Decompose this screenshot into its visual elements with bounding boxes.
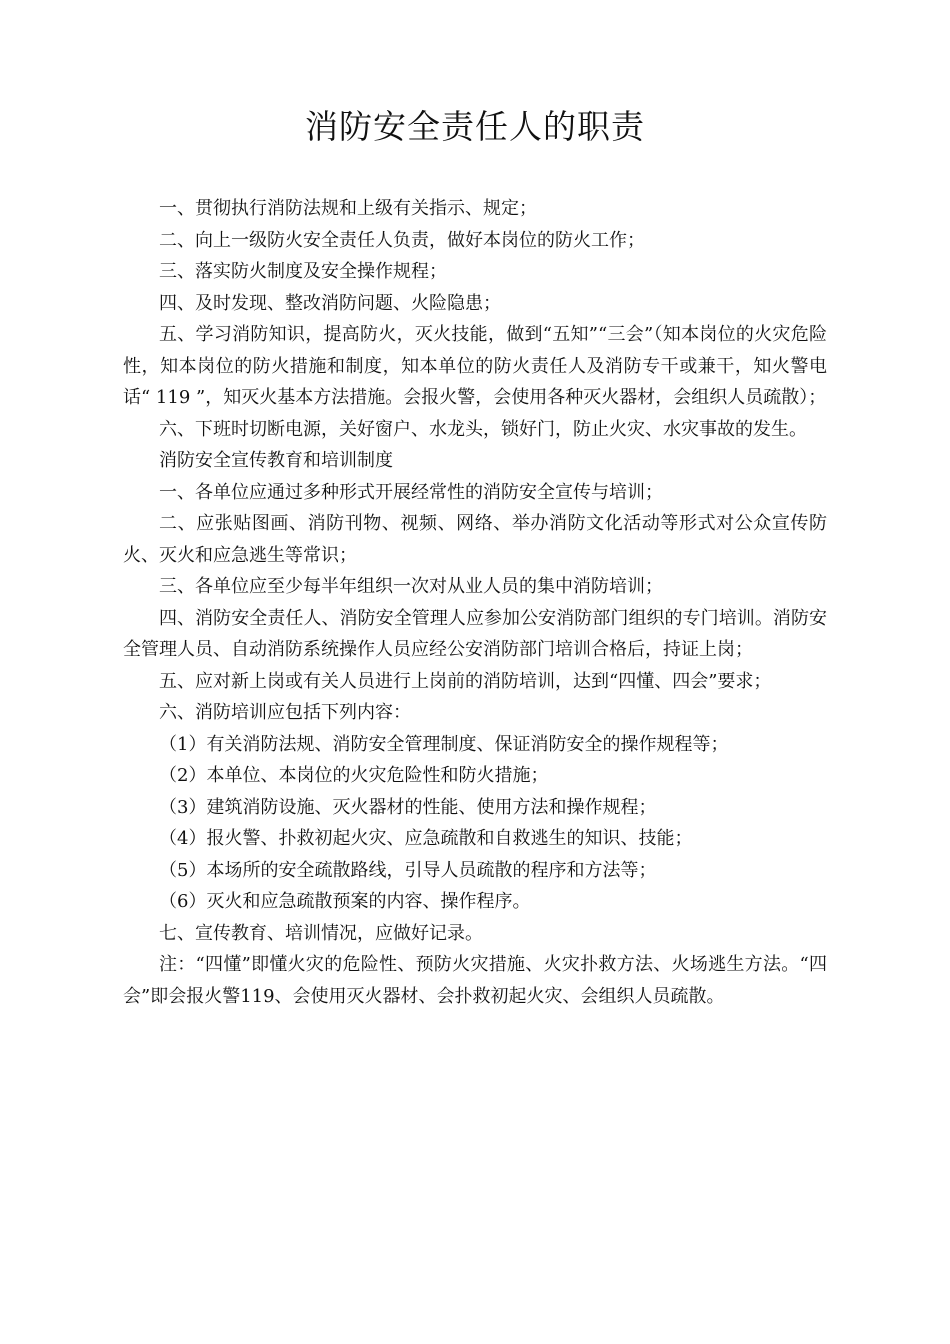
list-item-content-1: （1）有关消防法规、消防安全管理制度、保证消防安全的操作规程等； xyxy=(159,733,729,755)
paragraph-duty-4: 四、及时发现、整改消防问题、火险隐患； xyxy=(159,292,501,314)
list-item-content-4: （4）报火警、扑救初起火灾、应急疏散和自救逃生的知识、技能； xyxy=(159,828,693,849)
paragraph-training-6: 六、消防培训应包括下列内容： xyxy=(159,702,411,723)
section-heading-training: 消防安全宣传教育和培训制度 xyxy=(159,450,393,471)
paragraph-duty-6: 六、下班时切断电源，关好窗户、水龙头，锁好门，防止火灾、水灾事故的发生。 xyxy=(159,418,807,440)
paragraph-training-1: 一、各单位应通过多种形式开展经常性的消防安全宣传与培训； xyxy=(159,481,663,503)
paragraph-duty-1: 一、贯彻执行消防法规和上级有关指示、规定； xyxy=(159,198,537,219)
paragraph-duty-2: 二、向上一级防火安全责任人负责，做好本岗位的防火工作； xyxy=(159,229,645,251)
paragraph-training-4: 四、消防安全责任人、消防安全管理人应参加公安消防部门组织的专门培训。消防安全管理人员、自动消防系统操作人员应经公安消防部门培训合格后，持证上岗； xyxy=(123,607,827,660)
list-item-content-2: （2）本单位、本岗位的火灾危险性和防火措施； xyxy=(159,765,549,786)
document-title: 消防安全责任人的职责 xyxy=(305,107,645,146)
paragraph-duty-3: 三、落实防火制度及安全操作规程； xyxy=(159,261,447,282)
list-item-content-3: （3）建筑消防设施、灭火器材的性能、使用方法和操作规程； xyxy=(159,796,657,818)
list-item-content-6: （6）灭火和应急疏散预案的内容、操作程序。 xyxy=(159,891,531,912)
document-body xyxy=(123,193,827,1012)
paragraph-duty-5: 五、学习消防知识，提高防火，灭火技能，做到“五知”“三会”（知本岗位的火灾危险性，知本岗位的防火措施和制度，知本单位的防火责任人及消防专干或兼干，知火警电话“ 119 ”，知灭火基本方法措施。会报火警，会使用各种灭火器材，会组织人员疏散）； xyxy=(123,324,827,408)
paragraph-note: 注：“四懂”即懂火灾的危险性、预防火灾措施、火灾扑救方法、火场逃生方法。“四会”即会报火警119、会使用灭火器材、会扑救初起火灾、会组织人员疏散。 xyxy=(123,954,827,1007)
paragraph-training-5: 五、应对新上岗或有关人员进行上岗前的消防培训，达到“四懂、四会”要求； xyxy=(159,670,772,692)
list-item-content-5: （5）本场所的安全疏散路线，引导人员疏散的程序和方法等； xyxy=(159,859,657,881)
paragraph-training-2: 二、应张贴图画、消防刊物、视频、网络、举办消防文化活动等形式对公众宣传防火、灭火和应急逃生等常识； xyxy=(123,513,827,566)
paragraph-training-3: 三、各单位应至少每半年组织一次对从业人员的集中消防培训； xyxy=(159,576,663,597)
paragraph-training-7: 七、宣传教育、培训情况，应做好记录。 xyxy=(159,922,483,944)
